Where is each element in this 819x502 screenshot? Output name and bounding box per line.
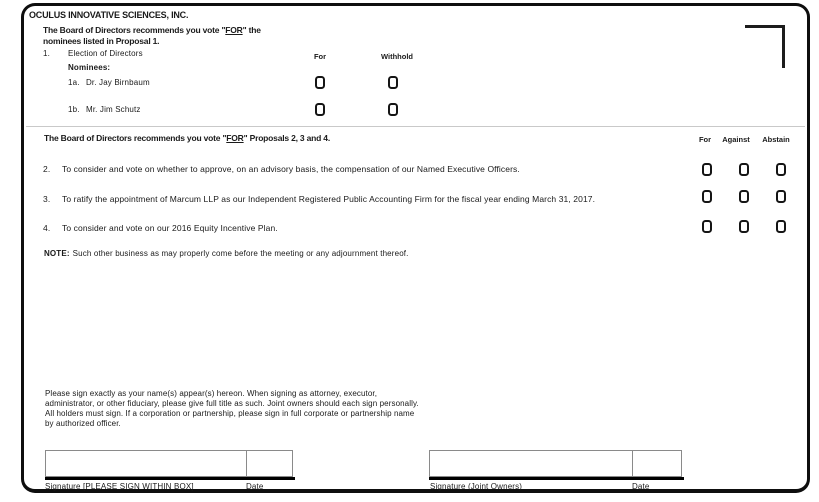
checkbox-p2-against[interactable]	[739, 163, 749, 176]
date-field[interactable]	[633, 451, 683, 476]
signature-label: Signature (Joint Owners)	[430, 481, 523, 491]
checkbox-p3-for[interactable]	[702, 190, 712, 203]
proposal-text: To ratify the appointment of Marcum LLP as our Independent Registered Public Accounting Firm for the fiscal year ending March 31, 2017.	[62, 193, 596, 204]
nominee-number: 1a.	[68, 78, 80, 87]
nominee-name: Mr. Jim Schutz	[86, 105, 141, 114]
nominee-number: 1b.	[68, 105, 80, 114]
proposal-text: To consider and vote on whether to approve, on an advisory basis, the compensation of our Named Executive Officers.	[62, 164, 520, 174]
section1-heading-for: FOR	[225, 24, 243, 35]
checkbox-p2-abstain[interactable]	[776, 163, 786, 176]
checkbox-p2-for[interactable]	[702, 163, 712, 176]
nominees-label: Nominees:	[68, 62, 111, 72]
section2-heading-suffix: " Proposals 2, 3 and 4.	[243, 133, 330, 143]
checkbox-1a-for[interactable]	[315, 76, 325, 89]
proposal-number: 4.	[43, 222, 51, 233]
section2-heading-for: FOR	[226, 133, 244, 143]
signature-box-primary	[45, 450, 293, 477]
proposal-number: 3.	[43, 193, 51, 204]
signature-field[interactable]	[430, 451, 632, 476]
proposal-text: To consider and vote on our 2016 Equity Incentive Plan.	[62, 222, 278, 233]
proxy-card	[21, 3, 810, 493]
section-divider	[26, 126, 805, 127]
checkbox-p3-against[interactable]	[739, 190, 749, 203]
column-header-withhold: Withhold	[380, 52, 414, 61]
signature-baseline	[45, 477, 295, 480]
date-label: Date	[246, 481, 264, 491]
date-field[interactable]	[247, 451, 294, 476]
corner-mark-vertical	[782, 25, 785, 68]
nominee-name: Dr. Jay Birnbaum	[86, 78, 150, 87]
section1-heading-prefix: The Board of Directors recommends you vote "	[43, 24, 226, 35]
checkbox-p4-for[interactable]	[702, 220, 712, 233]
signature-label: Signature [PLEASE SIGN WITHIN BOX]	[45, 481, 194, 491]
checkbox-p4-abstain[interactable]	[776, 220, 786, 233]
column-header-against: Against	[722, 135, 750, 144]
section1-heading-line1	[43, 25, 261, 35]
note-text: Such other business as may properly come before the meeting or any adjournment thereof.	[72, 248, 409, 258]
proposal-number: 2.	[43, 164, 51, 174]
checkbox-p3-abstain[interactable]	[776, 190, 786, 203]
section2-heading	[44, 133, 330, 143]
date-label: Date	[632, 481, 650, 491]
checkbox-p4-against[interactable]	[739, 220, 749, 233]
note-line	[44, 249, 409, 258]
proposal1-number: 1.	[43, 48, 50, 58]
section2-heading-prefix: The Board of Directors recommends you vote "	[44, 133, 227, 143]
checkbox-1a-withhold[interactable]	[388, 76, 398, 89]
column-header-for: For	[313, 52, 327, 61]
signature-box-joint	[429, 450, 682, 477]
column-header-for-2: For	[698, 135, 712, 144]
signature-instructions: Please sign exactly as your name(s) appear(s) hereon. When signing as attorney, executor, administrator, or other fiduciary, please give full title as such. Joint owners should each sign personally. All holders must sign. If a corporation or partnership, please sign in full corporate or partnership name by authorized officer.	[45, 388, 419, 428]
checkbox-1b-withhold[interactable]	[388, 103, 398, 116]
section1-heading-suffix: " the	[242, 24, 261, 35]
signature-field[interactable]	[46, 451, 246, 476]
note-label: NOTE:	[44, 248, 70, 258]
election-of-directors-label: Election of Directors	[68, 48, 143, 58]
company-name: OCULUS INNOVATIVE SCIENCES, INC.	[29, 9, 189, 20]
section1-heading-line2: nominees listed in Proposal 1.	[43, 35, 160, 46]
column-header-abstain: Abstain	[762, 135, 790, 144]
signature-baseline	[429, 477, 684, 480]
checkbox-1b-for[interactable]	[315, 103, 325, 116]
corner-mark-horizontal	[745, 25, 785, 28]
